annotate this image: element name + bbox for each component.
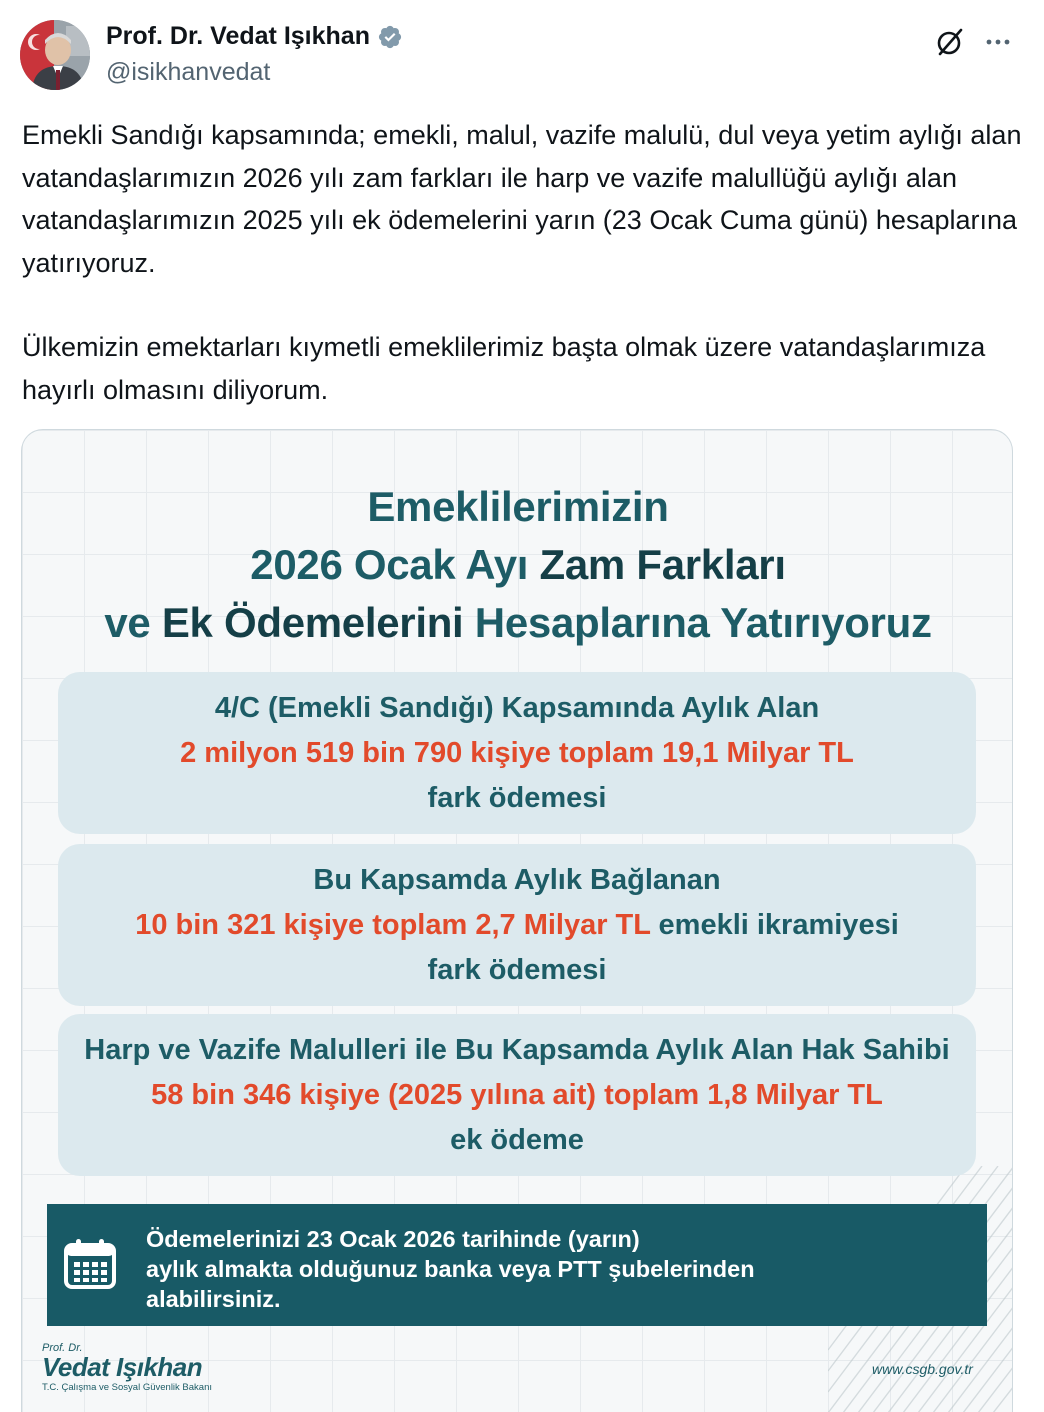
ministry-website: www.csgb.gov.tr: [872, 1361, 973, 1377]
info-box-amount: 10 bin 321 kişiye toplam 2,7 Milyar TL: [135, 909, 651, 941]
tweet-paragraph: Ülkemizin emektarları kıymetli emeklilerimiz başta olmak üzere vatandaşlarımıza hayırlı olmasını diliyorum.: [22, 332, 986, 405]
tweet-media-image[interactable]: [21, 429, 1013, 1412]
infographic-headline: [22, 478, 1013, 652]
headline-text: Emeklilerimizin: [367, 483, 669, 530]
calendar-icon: [63, 1238, 117, 1290]
headline-text: 2026 Ocak Ayı: [250, 541, 540, 588]
payment-banner: [47, 1204, 987, 1326]
verified-badge-icon: [377, 24, 403, 50]
headline-emphasis: Zam Farkları: [539, 541, 786, 588]
headline-line: [22, 594, 1013, 652]
banner-line: alabilirsiniz.: [146, 1286, 281, 1312]
avatar-photo: [20, 20, 90, 90]
author-name[interactable]: Prof. Dr. Vedat Işıkhan: [106, 22, 370, 50]
tweet-header: [20, 18, 1024, 92]
signature-title: T.C. Çalışma ve Sosyal Güvenlik Bakanı: [42, 1382, 213, 1393]
info-box-amount-suffix: emekli ikramiyesi: [650, 909, 899, 941]
info-box: [58, 844, 976, 1006]
tweet-text: [22, 114, 1022, 411]
info-box: [58, 672, 976, 834]
tweet-paragraph: Emekli Sandığı kapsamında; emekli, malul, vazife malulü, dul veya yetim aylığı alan vatandaşlarımızın 2026 yılı zam farkları ile harp ve vazife malullüğü aylığı alan vatandaşlarımızın 2025 yılı ek ödemelerini yarın (23 Ocak Cuma günü) hesaplarına yatırıyoruz.: [22, 120, 1022, 278]
info-box-footer: fark ödemesi: [427, 954, 607, 986]
headline-line: [22, 536, 1013, 594]
headline-text: Hesaplarına Yatırıyoruz: [463, 599, 932, 646]
info-box-amount: 2 milyon 519 bin 790 kişiye toplam 19,1 Milyar TL: [180, 737, 854, 769]
info-box-footer: fark ödemesi: [427, 782, 607, 814]
infographic: [22, 430, 1012, 1412]
signature-prefix: Prof. Dr.: [42, 1342, 83, 1354]
grok-icon: [934, 26, 966, 58]
banner-line: aylık almakta olduğunuz banka veya PTT şubelerinden: [146, 1256, 755, 1282]
headline-line: [22, 478, 1013, 536]
info-box-title: Bu Kapsamda Aylık Bağlanan: [313, 864, 721, 896]
banner-line: Ödemelerinizi 23 Ocak 2026 tarihinde (yarın): [146, 1226, 640, 1252]
author-row: [106, 22, 403, 51]
signature-name: Vedat Işıkhan: [42, 1352, 203, 1382]
headline-emphasis: Ek Ödemelerini: [161, 599, 464, 646]
headline-text: ve: [104, 599, 162, 646]
avatar[interactable]: [20, 20, 90, 90]
info-box: [58, 1014, 976, 1176]
info-box-footer: ek ödeme: [450, 1124, 584, 1156]
author-handle[interactable]: @isikhanvedat: [106, 58, 271, 86]
more-button[interactable]: [978, 22, 1018, 62]
info-box-title: 4/C (Emekli Sandığı) Kapsamında Aylık Alan: [214, 692, 820, 724]
grok-button[interactable]: [930, 22, 970, 62]
info-box-title: Harp ve Vazife Malulleri ile Bu Kapsamda Aylık Alan Hak Sahibi: [84, 1034, 950, 1066]
info-box-amount: 58 bin 346 kişiye (2025 yılına ait) toplam 1,8 Milyar TL: [151, 1079, 883, 1111]
more-icon: [983, 27, 1013, 57]
